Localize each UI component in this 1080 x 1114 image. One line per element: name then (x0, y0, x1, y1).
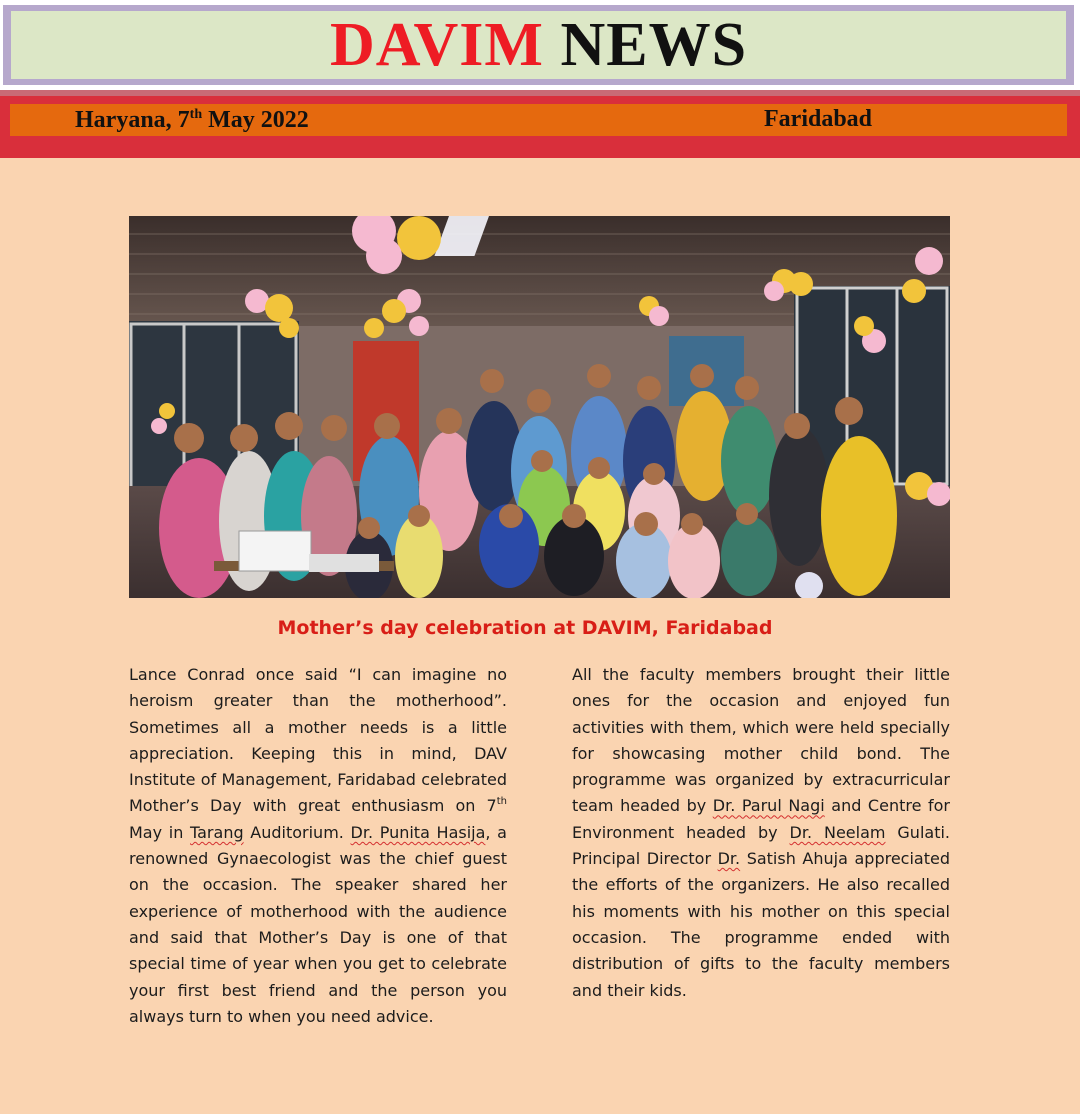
right-dr: Dr. (717, 849, 741, 869)
title-davim: DAVIM (329, 11, 544, 79)
masthead (0, 0, 1080, 92)
dateline-place: Haryana, 7 (75, 107, 190, 133)
masthead-frame (3, 5, 1074, 85)
title-news: NEWS (560, 11, 748, 79)
left-text-4: , a renowned Gynaecologist was the chief guest on the occasion. The speaker shared her experience of motherhood with the audience and said that Mother’s Day is one of that special time of year when you get to celebrate your first best friend and the person you always turn to when you need advice. (129, 822, 507, 1026)
group-photo-icon (129, 216, 950, 598)
left-tarang: Tarang (190, 822, 244, 842)
left-dr-punita: Dr. Punita Hasija (350, 822, 486, 842)
right-text-1: All the faculty members brought their little ones for the occasion and enjoyed fun activities with them, which were held specially for showcasing mother child bond. The programme was organized by extracurricular team headed by (572, 665, 950, 816)
article-column-left (129, 662, 507, 1030)
right-text-2: and Centre for Environment headed by (572, 796, 950, 842)
left-text-2: May in (129, 822, 190, 842)
left-text-1: Lance Conrad once said “I can imagine no heroism greater than the motherhood”. Sometimes all a mother needs is a little appreciation. Keeping this in mind, DAV Institute of Management, Faridabad celebrated Mother’s Day with great enthusiasm on 7 (129, 665, 507, 816)
right-dr-neelam: Dr. Neelam (789, 822, 886, 842)
dateline (75, 107, 309, 134)
masthead-panel (11, 11, 1066, 79)
dateline-ordinal: th (189, 107, 203, 122)
article-headline: Mother’s day celebration at DAVIM, Faridabad (277, 617, 773, 639)
dateline-bar (10, 104, 1067, 136)
dateline-city: Faridabad (764, 106, 873, 132)
dateline-band (0, 96, 1080, 158)
right-text-4: Satish Ahuja appreciated the efforts of the organizers. He also recalled his moments with his mother on this special occasion. The programme ended with distribution of gifts to the faculty members and their kids. (572, 849, 950, 1000)
newspaper-title (329, 11, 748, 79)
dateline-date: May 2022 (202, 107, 309, 133)
right-dr-parul: Dr. Parul Nagi (712, 796, 825, 816)
right-text-3: Gulati. Principal Director (572, 822, 950, 869)
group-photo (129, 216, 950, 598)
left-text-3: Auditorium. (243, 822, 351, 842)
article-column-right (572, 662, 950, 1004)
left-ordinal: th (496, 796, 507, 808)
